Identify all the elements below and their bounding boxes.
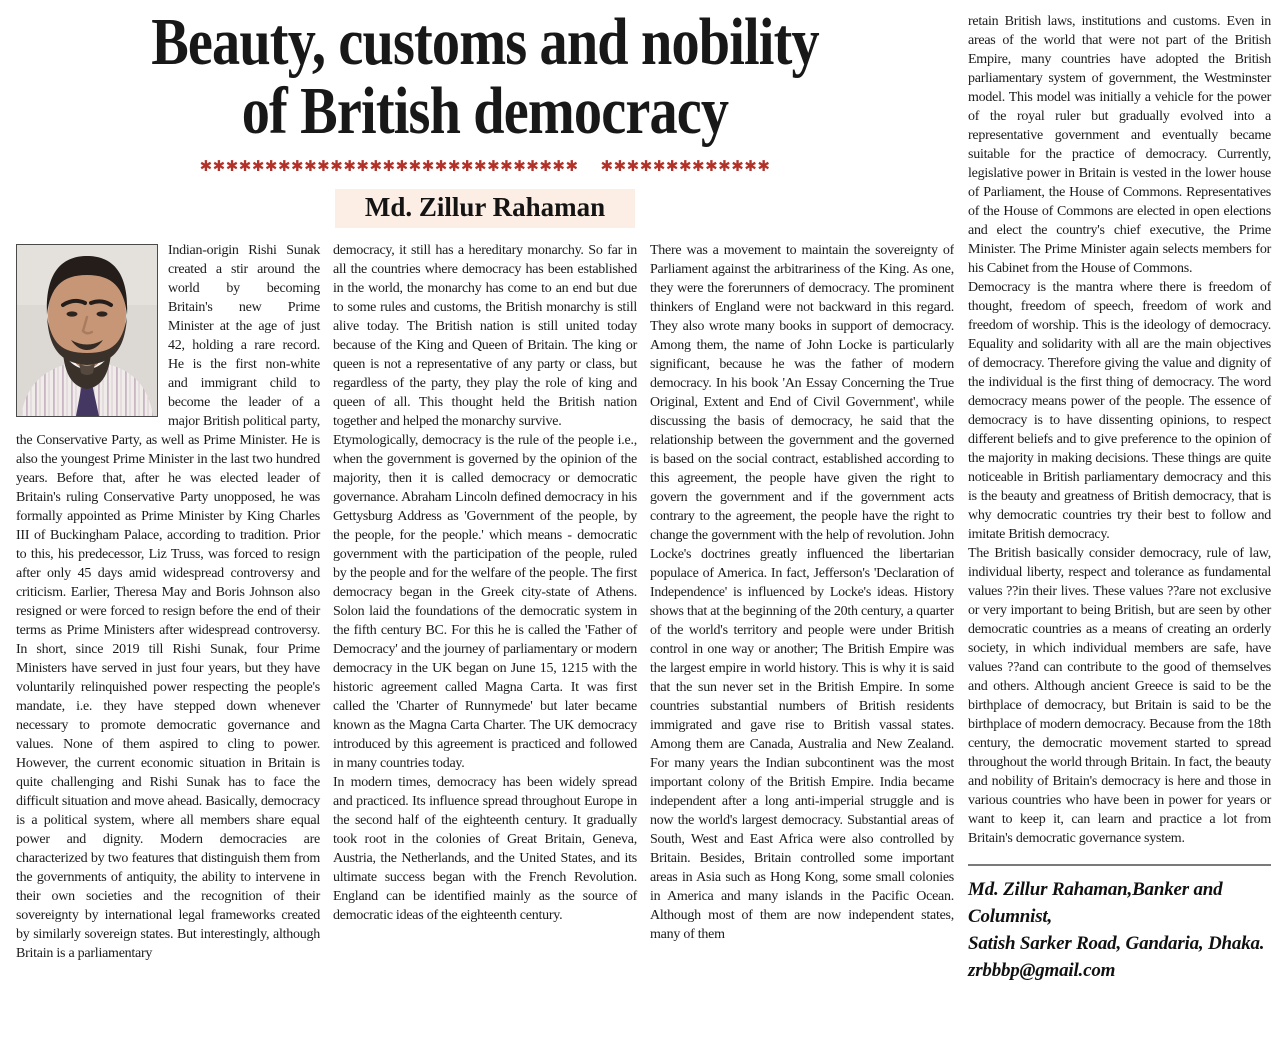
author-info-line-3: zrbbbp@gmail.com: [968, 960, 1116, 981]
author-info-block: [968, 864, 1271, 984]
article-columns-1-3: [16, 241, 954, 1034]
column-1-paragraph-1: Indian-origin Rishi Sunak created a stir around the world by becoming Britain's new Prime Minister at the age of just 42, holding a rare record. He is the first non-white and immigrant child to become the leader of a major British political party, the Conservative Party, as well as Prime Minister. He is also the youngest Prime Minister in the last two hundred years. Before that, after he was elected leader of Britain's ruling Conservative Party unopposed, he was formally appointed as Prime Minister by King Charles III of Buckingham Palace, according to tradition. Prior to this, his predecessor, Liz Truss, was forced to resign after only 45 days amid widespread controversy and criticism. Earlier, Theresa May and Boris Johnson also resigned or were forced to resign before the end of their terms as Prime Ministers after widespread controversy. In short, since 2019 till Rishi Sunak, four Prime Ministers have served in just four years, but they have voluntarily relinquished power respecting the people's mandate, i.e. they have stepped down whenever necessary to promote democratic governance and values. None of them aspired to cling to power. However, the current economic situation in Britain is quite challenging and Rishi Sunak has to face the difficult situation and move ahead. Basically, democracy is a political system, where all members share equal power and dignity. Modern democracies are characterized by two features that distinguish them from the governments of antiquity, the ability to intervene in their own societies and the recognition of their sovereignty by international legal frameworks created by similarly sovereign states. But interestingly, although Britain is a parliamentary: [16, 243, 320, 961]
column-2-paragraph-2: Etymologically, democracy is the rule of the people i.e., when the government is governed by the opinion of the majority, then it is called democracy or democratic governance. Abraham Lincoln defined democracy in his Gettysburg Address as 'Government of the people, by the people, for the people.' which means - democratic government with the participation of the people, ruled by the people and for the welfare of the people. The first democracy began in the Greek city-state of Athens. Solon laid the foundations of the democratic system in the fifth century BC. For this he is called the 'Father of Democracy' and the journey of parliamentary or modern democracy in the UK began on June 15, 1215 with the historic agreement called Magna Carta. It was first called the 'Charter of Runnymede' but later became known as the Magna Carta Charter. The UK democracy introduced by this agreement is practiced and followed in many countries today.: [333, 433, 637, 771]
article-main-zone: [16, 0, 954, 1060]
footer-divider: [968, 864, 1271, 866]
author-info-line-1: Md. Zillur Rahaman,Banker and Columnist,: [968, 879, 1223, 927]
asterisk-divider: [16, 155, 954, 177]
author-photo: [16, 244, 158, 417]
headline-line-2: of British democracy: [241, 74, 729, 148]
article-column-4: [968, 0, 1271, 1060]
asterisk-group-2: ✱✱✱✱✱✱✱✱✱✱✱✱✱: [600, 157, 771, 175]
column-4-paragraph-1: retain British laws, institutions and customs. Even in areas of the world that were not part of the British Empire, many countries have adopted the British parliamentary system of government, the Westminster model. This model was initially a vehicle for the power of the royal ruler but gradually evolved into a representative government and eventually became suitable for the practice of democracy. Currently, legislative power in Britain is vested in the lower house of Parliament, the House of Commons. Representatives of the House of Commons are elected in open elections and elect the country's chief executive, the Prime Minister. The Prime Minister again selects members for his Cabinet from the House of Commons.: [968, 14, 1271, 276]
article-column-3: [650, 241, 954, 1034]
column-2-paragraph-3: In modern times, democracy has been widely spread and practiced. Its influence spread throughout Europe in the second half of the eighteenth century. It gradually took root in the colonies of Great Britain, Geneva, Austria, the Netherlands, and the United States, and its ultimate success began with the French Revolution. England can be identified mainly as the source of democratic ideas of the eighteenth century.: [333, 775, 637, 923]
author-byline: Md. Zillur Rahaman: [335, 189, 635, 228]
author-info-line-2: Satish Sarker Road, Gandaria, Dhaka.: [968, 933, 1265, 954]
column-4-paragraph-2: Democracy is the mantra where there is freedom of thought, freedom of speech, freedom of work and freedom of worship. This is the ideology of democracy. Equality and solidarity with all are the main objectives of democracy. Therefore giving the value and dignity of the individual is the first thing of democracy. The word democracy means power of the people. The essence of democracy is to have dissenting opinions, to respect different beliefs and to give preference to the opinion of the majority in making decisions. These things are quite noticeable in British parliamentary democracy and this is the beauty and greatness of British democracy, that is why democratic countries try their best to follow and imitate British democracy.: [968, 280, 1271, 542]
byline-row: [16, 189, 954, 228]
column-2-paragraph-1: democracy, it still has a hereditary monarchy. So far in all the countries where democracy has been established in the world, the monarchy has come to an end but due to some rules and customs, the British monarchy is still alive today. The British nation is still united today because of the King and Queen of Britain. The king or queen is not a representative of any party or class, but regardless of the party, they play the role of king and queen of all. This thought held the British nation together and helped the monarchy survive.: [333, 243, 637, 429]
column-4-paragraph-3: The British basically consider democracy, rule of law, individual liberty, respect and tolerance as fundamental values ??in their lives. These values ??are not exclusive or very important to being British, but are seen by other democratic countries as a means of creating an orderly society, in which individual members are safe, have values ??and can contribute to the good of themselves and others. Although ancient Greece is said to be the birthplace of democracy, but Britain is said to be the birthplace of modern democracy. Because from the 18th century, the democratic movement started to spread throughout the world through Britain. In fact, the beauty and nobility of Britain's democracy is here and those in various countries who have been in power for years or want to keep it, can learn and practice a lot from Britain's democratic governance system.: [968, 546, 1271, 846]
article-column-2: [333, 241, 637, 1034]
article-headline: [16, 5, 954, 148]
headline-line-1: Beauty, customs and nobility: [151, 5, 819, 79]
asterisk-group-1: ✱✱✱✱✱✱✱✱✱✱✱✱✱✱✱✱✱✱✱✱✱✱✱✱✱✱✱✱✱: [199, 157, 579, 175]
column-3-paragraph-1: There was a movement to maintain the sovereignty of Parliament against the arbitrariness of the King. As one, they were the forerunners of democracy. The prominent thinkers of England were not backward in this regard. They also wrote many books in support of democracy. Among them, the name of John Locke is particularly significant, because he was the father of modern democracy. In his book 'An Essay Concerning the True Original, Extent and End of Civil Government', while discussing the basis of democracy, he said that the relationship between the government and the governed is based on the social contract, established according to this agreement, the people have given the right to govern the government and if the government acts contrary to the agreement, the people have the right to change the government with the help of revolution. John Locke's doctrines greatly influenced the libertarian populace of America. In fact, Jefferson's 'Declaration of Independence' is influenced by Locke's ideas. History shows that at the beginning of the 20th century, a quarter of the world's territory and people were under British control in one way or another; The British Empire was the largest empire in world history. This is why it is said that the sun never set in the British Empire. In some countries substantial numbers of British residents immigrated and gave rise to British vassal states. Among them are Canada, Australia and New Zealand. For many years the Indian subcontinent was the most important colony of the British Empire. India became independent after a long anti-imperial struggle and is now the world's largest democracy. Substantial areas of South, West and East Africa were also controlled by Britain. Besides, Britain controlled some important areas in Asia such as Hong Kong, some small colonies in America and many islands in the Pacific Ocean. Although most of them are now independent states, many of them: [650, 243, 954, 942]
author-photo-illustration: [17, 245, 157, 416]
article-column-1: [16, 241, 320, 1034]
author-info: [968, 876, 1271, 984]
